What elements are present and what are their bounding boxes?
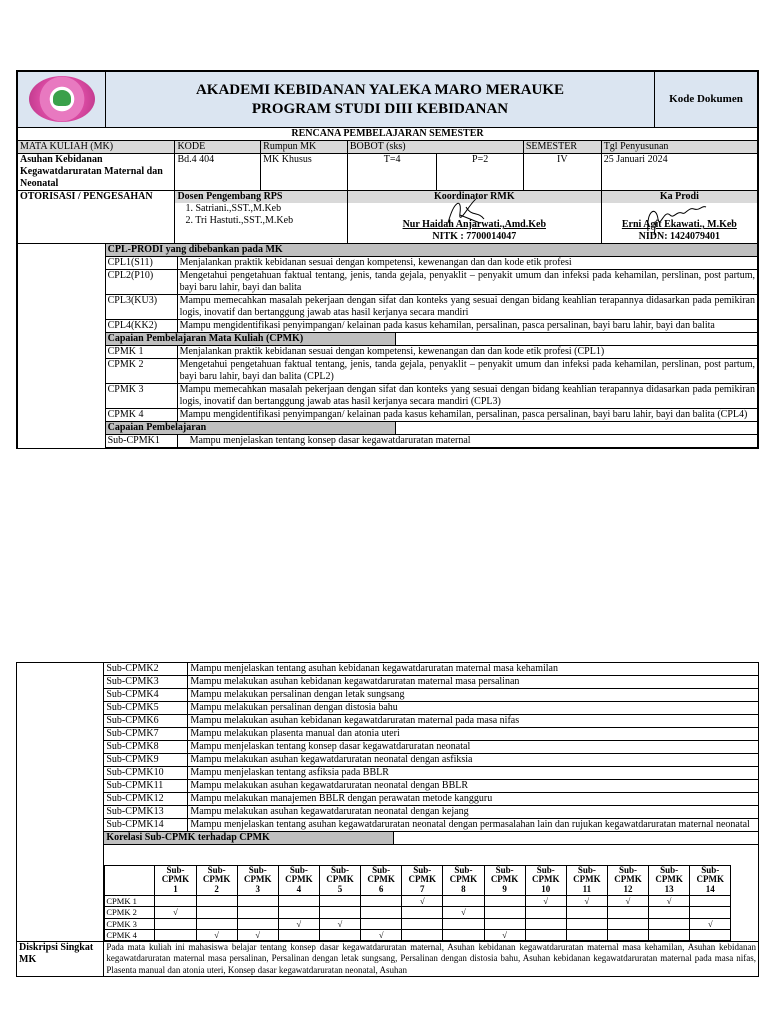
side-blank: [17, 676, 104, 689]
corr-cell: [690, 929, 731, 940]
side-blank: [17, 741, 104, 754]
corr-col-header: [155, 865, 196, 896]
dosen-1: 1. Satriani.,SST.,M.Keb: [185, 203, 282, 214]
corr-col-number: 13: [664, 884, 674, 895]
corr-col-header-part: CPMK: [655, 874, 683, 885]
cpmk-code: CPMK 1: [105, 346, 177, 359]
corr-col-header-part: CPMK: [326, 874, 354, 885]
label-tgl: Tgl Penyusunan: [601, 141, 757, 154]
check-mark-icon: √: [378, 929, 384, 940]
corr-col-number: 11: [582, 884, 592, 895]
dosen-2: 2. Tri Hastuti.,SST.,M.Keb: [185, 215, 294, 226]
corr-cell: [484, 918, 525, 929]
kaprodi-cell: [601, 191, 757, 244]
corr-cell: [607, 896, 648, 907]
sub-cpmk-row: [17, 663, 759, 676]
corr-cell: [566, 929, 607, 940]
corr-col-number: 8: [461, 884, 466, 895]
cpl-text: Mampu mengidentifikasi penyimpangan/ kelainan pada kasus kehamilan, persalinan, pasca persalinan, bayi baru lahir, bayi dan balita: [177, 320, 757, 333]
corr-col-number: 5: [337, 884, 343, 895]
corr-cell: [155, 918, 196, 929]
cpl-code: CPL3(KU3): [105, 295, 177, 320]
corr-cell: [484, 929, 525, 940]
corr-row: [105, 918, 731, 929]
corr-col-header-part: Sub-: [495, 864, 514, 875]
corr-row: [105, 929, 731, 940]
corr-cell: [402, 918, 443, 929]
sub-cpmk-text: Mampu melakukan asuhan kebidanan kegawatdaruratan maternal masa persalinan: [188, 676, 759, 689]
corr-col-header-part: Sub-: [701, 864, 720, 875]
corr-cell: [525, 896, 566, 907]
check-mark-icon: √: [707, 918, 713, 929]
corr-col-header-part: Sub-: [454, 864, 473, 875]
corr-cell: [443, 929, 484, 940]
cpl-code: CPL4(KK2): [105, 320, 177, 333]
sub-cpmk-text: Mampu melakukan asuhan kebidanan kegawatdaruratan maternal pada masa nifas: [188, 715, 759, 728]
corr-col-header-part: Sub-: [289, 864, 308, 875]
cpmk-code: CPMK 3: [105, 384, 177, 409]
dosen-label: Dosen Pengembang RPS: [175, 191, 346, 203]
kaprodi-id: NIDN: 1424079401: [638, 231, 721, 242]
side-blank: [17, 767, 104, 780]
corr-col-number: 3: [255, 884, 260, 895]
corr-cell: [319, 907, 360, 918]
cpmk-code: CPMK 4: [105, 409, 177, 422]
corr-row-label: CPMK 4: [105, 929, 155, 940]
corr-col-number: 12: [623, 884, 633, 895]
corr-cell: [566, 907, 607, 918]
kaprodi-name: Erni Agit Ekawati., M.Keb: [621, 219, 737, 230]
sub-cpmk-code: Sub-CPMK4: [104, 689, 188, 702]
corr-cell: [690, 896, 731, 907]
korelasi-title: Korelasi Sub-CPMK terhadap CPMK: [104, 832, 394, 844]
institution-name: AKADEMI KEBIDANAN YALEKA MARO MERAUKE: [195, 81, 565, 98]
sub-title: Capaian Pembelajaran: [106, 422, 396, 434]
corr-col-header-part: CPMK: [285, 874, 313, 885]
sub-cpmk-row: [17, 702, 759, 715]
side-blank: [17, 728, 104, 741]
side-blank: [17, 793, 104, 806]
corr-cell: [649, 929, 690, 940]
check-mark-icon: √: [543, 896, 549, 907]
corr-row: [105, 896, 731, 907]
corr-cell: [566, 896, 607, 907]
corr-cell: [525, 907, 566, 918]
deskripsi-text: Pada mata kuliah ini mahasiswa belajar tentang konsep dasar kegawatdaruratan maternal, Asuhan kebidanan kegawatdaruratan maternal masa kehamilan, Asuhan kebidanan kegawatdaruratan maternal masa persalinan, Persalinan dengan letak sungsang, Persalinan dengan distosia bahu, Asuhan kebidanan kegawatdaruratan maternal pada masa nifas, Plasenta manual dan atonia uteri, Konsep dasar kegawatdaruratan neonatal, Asuhan: [104, 941, 759, 977]
corr-cell: [155, 896, 196, 907]
corr-col-header-part: Sub-: [166, 864, 185, 875]
side-blank: [17, 780, 104, 793]
corr-col-header: [361, 865, 402, 896]
corr-col-number: 9: [502, 884, 507, 895]
sub-cpmk-code: Sub-CPMK11: [104, 780, 188, 793]
sub-cpmk-code: Sub-CPMK2: [104, 663, 188, 676]
kaprodi-signature: [642, 201, 712, 237]
sub-cpmk-code: Sub-CPMK12: [104, 793, 188, 806]
check-mark-icon: √: [337, 918, 343, 929]
cpmk-row: [18, 346, 758, 359]
check-mark-icon: √: [296, 918, 302, 929]
corr-cell: [278, 907, 319, 918]
cpmk-text: Mampu mengidentifikasi penyimpangan/ kelainan pada kasus kehamilan, persalinan, pasca persalinan, bayi baru lahir, bayi dan balita (CPL4): [177, 409, 757, 422]
label-rumpun: Rumpun MK: [261, 141, 348, 154]
side-blank: [17, 819, 104, 832]
corr-cell: [443, 918, 484, 929]
sub-cpmk-text: Mampu melakukan asuhan kegawatdaruratan neonatal dengan asfiksia: [188, 754, 759, 767]
corr-col-header-part: Sub-: [413, 864, 432, 875]
check-mark-icon: √: [419, 896, 425, 907]
corr-col-header-part: CPMK: [531, 874, 560, 885]
corr-cell: [690, 907, 731, 918]
check-mark-icon: √: [625, 896, 631, 907]
cpl-table: [17, 243, 758, 448]
rps-title: RENCANA PEMBELAJARAN SEMESTER: [18, 128, 758, 141]
corr-col-header: [484, 865, 525, 896]
corr-col-header: [566, 865, 607, 896]
corr-col-header-part: CPMK: [408, 874, 437, 885]
corr-cell: [361, 907, 402, 918]
cpmk-row: [18, 359, 758, 384]
sub-cpmk-text: Mampu melakukan persalinan dengan letak sungsang: [188, 689, 759, 702]
corr-col-number: 7: [420, 884, 425, 895]
sub-cpmk-text: Mampu menjelaskan tentang asuhan kegawatdaruratan neonatal dengan permasalahan lain dan rujukan kegawatdaruratan maternal neonatal: [188, 819, 759, 832]
institution-logo: [29, 76, 95, 122]
corr-cell: [361, 929, 402, 940]
corr-corner: [105, 865, 155, 896]
course-t: T=4: [347, 154, 436, 191]
corr-cell: [278, 918, 319, 929]
sub-cpmk-code: Sub-CPMK8: [104, 741, 188, 754]
side-blank: [17, 845, 104, 865]
label-semester: SEMESTER: [523, 141, 601, 154]
sub-cpmk-text: Mampu melakukan manajemen BBLR dengan perawatan metode kangguru: [188, 793, 759, 806]
sub-cpmk-row: [17, 793, 759, 806]
sub-cpmk-row: [18, 435, 758, 448]
corr-cell: [525, 929, 566, 940]
cpmk-row: [18, 384, 758, 409]
side-blank: [17, 702, 104, 715]
cpmk-text: Menjalankan praktik kebidanan sesuai dengan kompetensi, kewenangan dan dan kode etik profesi (CPL1): [177, 346, 757, 359]
corr-col-header: [319, 865, 360, 896]
cpl-row: [18, 270, 758, 295]
corr-col-header: [649, 865, 690, 896]
korelasi-wrap: [104, 865, 759, 942]
cpl-code: CPL2(P10): [105, 270, 177, 295]
sub-cpmk-text: Mampu menjelaskan tentang konsep dasar kegawatdaruratan maternal: [177, 435, 757, 448]
corr-cell: [237, 907, 278, 918]
rps-table: [17, 128, 758, 244]
corr-cell: [607, 929, 648, 940]
sub-cpmk-row: [17, 767, 759, 780]
corr-cell: [402, 907, 443, 918]
corr-col-header: [690, 865, 731, 896]
corr-cell: [278, 896, 319, 907]
check-mark-icon: √: [214, 929, 219, 940]
corr-cell: [361, 896, 402, 907]
corr-col-header-part: Sub-: [331, 864, 350, 875]
corr-col-header-part: Sub-: [618, 864, 637, 875]
sub-cpmk-code: Sub-CPMK14: [104, 819, 188, 832]
corr-cell: [649, 907, 690, 918]
sub-cpmk-row: [17, 819, 759, 832]
program-name: PROGRAM STUDI DIII KEBIDANAN: [251, 100, 509, 117]
cpmk-text: Mengetahui pengetahuan faktual tentang, jenis, tanda gejala, penyaklit – penyakit umum dan infeksi pada kehamilan, perslinan, post partum, bayi baru lahir, bayi dan balita (CPL2): [177, 359, 757, 384]
corr-col-header-part: Sub-: [660, 864, 679, 875]
cpl-row: [18, 257, 758, 270]
sub-cpmk-row: [17, 754, 759, 767]
cpmk-text: Mampu memecahkan masalah pekerjaan dengan sifat dan konteks yang sesuai dengan bidang keahlian terapannya didasarkan pada pemikiran logis, inovatif dan bertanggung jawab atas hasil kerjanya secara mandiri (CPL3): [177, 384, 757, 409]
corr-col-header-part: CPMK: [449, 874, 478, 885]
side-blank: [17, 832, 104, 845]
sub-cpmk-row: [17, 741, 759, 754]
koordinator-cell: [347, 191, 601, 244]
check-mark-icon: √: [502, 929, 507, 940]
corr-col-header-part: CPMK: [367, 874, 395, 885]
corr-cell: [196, 918, 237, 929]
corr-cell: [443, 907, 484, 918]
course-p: P=2: [437, 154, 524, 191]
koordinator-signature: [440, 193, 490, 231]
logo-cell: [18, 72, 106, 128]
check-mark-icon: √: [584, 896, 590, 907]
sub-cpmk-row: [17, 780, 759, 793]
corr-col-header: [443, 865, 484, 896]
document-header: [17, 71, 758, 128]
kaprodi-label: Ka Prodi: [602, 191, 757, 203]
corr-row-label: CPMK 3: [105, 918, 155, 929]
corr-cell: [319, 918, 360, 929]
koordinator-label: Koordinator RMK: [348, 191, 601, 203]
otorisasi-label: OTORISASI / PENGESAHAN: [18, 191, 175, 244]
doc-code-label: Kode Dokumen: [655, 72, 758, 128]
cpl-text: Menjalankan praktik kebidanan sesuai dengan kompetensi, kewenangan dan dan kode etik profesi: [177, 257, 757, 270]
corr-col-header-part: Sub-: [536, 864, 555, 875]
corr-col-header: [402, 865, 443, 896]
corr-cell: [607, 918, 648, 929]
corr-col-header-part: CPMK: [243, 874, 272, 885]
corr-col-number: 10: [541, 884, 551, 895]
sub-cpmk-row: [17, 689, 759, 702]
sub-cpmk-text: Mampu melakukan asuhan kegawatdaruratan neonatal dengan kejang: [188, 806, 759, 819]
side-blank: [17, 715, 104, 728]
korelasi-title-cell: [104, 832, 759, 845]
corr-cell: [237, 929, 278, 940]
cpmk-title-cell: [105, 333, 757, 346]
cpmk-title: Capaian Pembelajaran Mata Kuliah (CPMK): [106, 333, 396, 345]
cpl-code: CPL1(S11): [105, 257, 177, 270]
corr-cell: [566, 918, 607, 929]
sub-cpmk-code: Sub-CPMK6: [104, 715, 188, 728]
corr-cell: [690, 918, 731, 929]
corr-cell: [278, 929, 319, 940]
corr-cell: [484, 896, 525, 907]
deskripsi-label: Diskripsi Singkat MK: [17, 941, 104, 977]
corr-cell: [237, 918, 278, 929]
cpl-title: CPL-PRODI yang dibebankan pada MK: [105, 244, 757, 257]
corr-col-header-part: Sub-: [207, 864, 226, 875]
rps-page-1: [16, 70, 759, 449]
corr-cell: [649, 918, 690, 929]
rps-page-2: [16, 662, 759, 977]
sub-cpmk-row: [17, 676, 759, 689]
sub-cpmk-text: Mampu menjelaskan tentang asuhan kebidanan kegawatdaruratan maternal masa kehamilan: [188, 663, 759, 676]
sub-cpmk-code: Sub-CPMK1: [105, 435, 177, 448]
course-code: Bd.4 404: [175, 154, 261, 191]
cpl-side-blank: [18, 244, 106, 448]
corr-cell: [649, 896, 690, 907]
sub-title-cell: [105, 422, 757, 435]
corr-cell: [196, 907, 237, 918]
sub-cpmk-code: Sub-CPMK3: [104, 676, 188, 689]
check-mark-icon: √: [255, 929, 261, 940]
check-mark-icon: √: [461, 907, 466, 918]
corr-cell: [196, 929, 237, 940]
corr-col-number: 6: [378, 884, 384, 895]
corr-col-header-part: CPMK: [573, 874, 601, 885]
corr-cell: [155, 929, 196, 940]
corr-col-header-part: CPMK: [490, 874, 519, 885]
check-mark-icon: √: [666, 896, 672, 907]
corr-col-number: 4: [296, 884, 302, 895]
corr-col-header-part: Sub-: [577, 864, 596, 875]
sub-cpmk-code: Sub-CPMK5: [104, 702, 188, 715]
sub-cpmk-code: Sub-CPMK7: [104, 728, 188, 741]
corr-cell: [361, 918, 402, 929]
label-bobot: BOBOT (sks): [347, 141, 523, 154]
corr-cell: [443, 896, 484, 907]
corr-row-label: CPMK 1: [105, 896, 155, 907]
corr-row: [105, 907, 731, 918]
corr-col-number: 1: [173, 884, 178, 895]
side-blank: [17, 806, 104, 819]
corr-cell: [237, 896, 278, 907]
cpl-row: [18, 320, 758, 333]
label-kode: KODE: [175, 141, 261, 154]
corr-col-header-part: CPMK: [696, 874, 725, 885]
corr-col-header: [525, 865, 566, 896]
spacer: [104, 845, 759, 865]
corr-row-label: CPMK 2: [105, 907, 155, 918]
dosen-cell: [175, 191, 347, 244]
sub-cpmk-code: Sub-CPMK10: [104, 767, 188, 780]
course-date: 25 Januari 2024: [601, 154, 757, 191]
cpmk-code: CPMK 2: [105, 359, 177, 384]
corr-col-header: [237, 865, 278, 896]
corr-cell: [402, 896, 443, 907]
cpmk-row: [18, 409, 758, 422]
corr-col-header: [607, 865, 648, 896]
sub-cpmk-text: Mampu menjelaskan tentang asfiksia pada BBLR: [188, 767, 759, 780]
corr-col-header-part: CPMK: [202, 874, 231, 885]
corr-cell: [484, 907, 525, 918]
label-mk: MATA KULIAH (MK): [18, 141, 175, 154]
corr-col-header-part: CPMK: [161, 874, 190, 885]
corr-col-header: [278, 865, 319, 896]
sub-cpmk-text: Mampu melakukan plasenta manual dan atonia uteri: [188, 728, 759, 741]
corr-col-header-part: CPMK: [614, 874, 642, 885]
sub-cpmk-code: Sub-CPMK9: [104, 754, 188, 767]
corr-col-number: 2: [214, 884, 219, 895]
sub-cpmk-text: Mampu melakukan asuhan kegawatdaruratan neonatal dengan BBLR: [188, 780, 759, 793]
corr-col-number: 14: [705, 884, 715, 895]
koordinator-id: NITK : 7700014047: [432, 231, 517, 242]
side-blank: [17, 689, 104, 702]
cpl-text: Mampu memecahkan masalah pekerjaan dengan sifat dan konteks yang sesuai dengan bidang keahlian terapannya didasarkan pada pemikiran logis, inovatif dan bertanggung jawab atas hasil kerjanya secara mandiri: [177, 295, 757, 320]
document-title: [106, 72, 655, 128]
sub-cpmk-row: [17, 728, 759, 741]
sub-cpmk-text: Mampu menjelaskan tentang konsep dasar kegawatdaruratan neonatal: [188, 741, 759, 754]
sub-cpmk-row: [17, 806, 759, 819]
corr-cell: [155, 907, 196, 918]
korelasi-table: [104, 865, 731, 941]
cpl-row: [18, 295, 758, 320]
corr-cell: [402, 929, 443, 940]
side-blank: [17, 754, 104, 767]
sub-cpmk-text: Mampu melakukan persalinan dengan distosia bahu: [188, 702, 759, 715]
course-semester: IV: [523, 154, 601, 191]
corr-cell: [525, 918, 566, 929]
check-mark-icon: √: [173, 907, 178, 918]
course-name: Asuhan Kebidanan Kegawatdaruratan Maternal dan Neonatal: [18, 154, 175, 191]
corr-cell: [319, 896, 360, 907]
side-blank: [17, 663, 104, 676]
cpl-text: Mengetahui pengetahuan faktual tentang, jenis, tanda gejala, penyaklit – penyakit umum dan infeksi pada kehamilan, perslinan, post partum, bayi baru lahir, bayi dan balita: [177, 270, 757, 295]
course-rumpun: MK Khusus: [261, 154, 348, 191]
sub-cpmk-row: [17, 715, 759, 728]
sub-cpmk-table: [16, 662, 759, 977]
corr-col-header-part: Sub-: [248, 864, 267, 875]
koordinator-name: Nur Haidah Anjarwati.,Amd.Keb: [402, 219, 547, 230]
corr-col-header: [196, 865, 237, 896]
sub-cpmk-code: Sub-CPMK13: [104, 806, 188, 819]
corr-cell: [196, 896, 237, 907]
corr-col-header-part: Sub-: [372, 864, 391, 875]
corr-cell: [607, 907, 648, 918]
corr-cell: [319, 929, 360, 940]
side-blank: [17, 865, 104, 942]
